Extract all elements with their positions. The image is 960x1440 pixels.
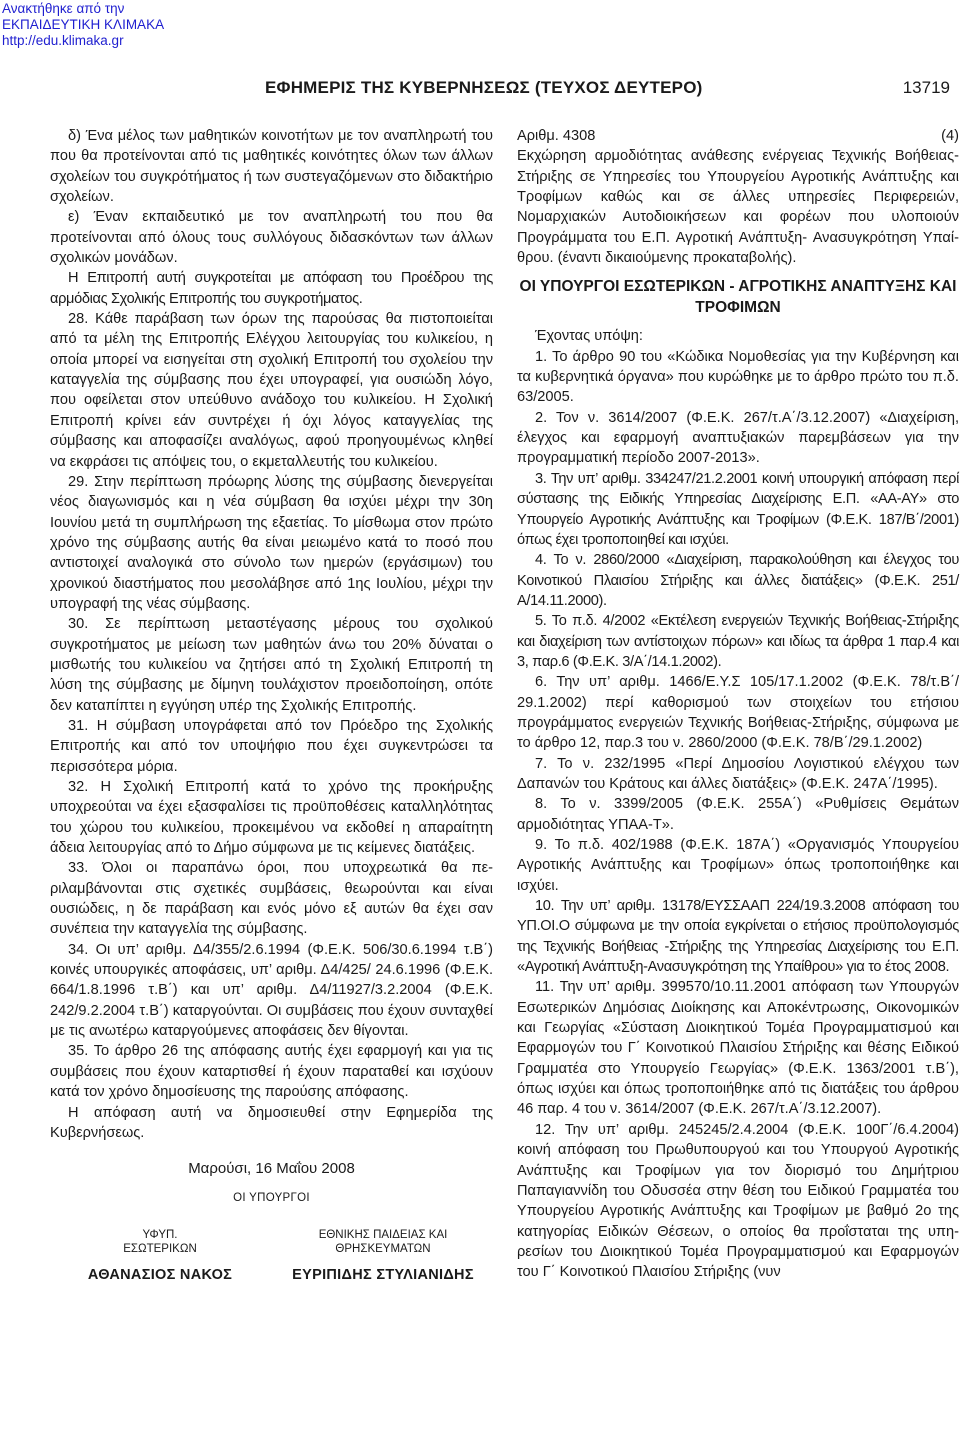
paragraph: 35. Το άρθρο 26 της απόφασης αυτής έχει εφαρμογή και για τις συμβάσεις που έχουν καταρτισθεί ή έχουν παραταθεί και ισχύουν κατά τον χρόνο δημοσίευσης της παρούσης απόφασης. — [50, 1043, 493, 1101]
paragraph: 6. Την υπ’ αριθμ. 1466/Ε.Υ.Σ 105/17.1.2002 (Φ.Ε.Κ. 78/τ.Β΄/ 29.1.2002) περί καθορισμού των στοιχείων του ετήσιου προγράμματος ενεργειών Τεχνικής Βοήθειας-Στήριξης, σύμφωνα με το άρθρο 12, παρ.3 του ν. 2860/2000 (Φ.Ε.Κ. 78/Β΄/29.1.2002) — [517, 674, 959, 752]
paragraph: 31. Η σύμβαση υπογράφεται από τον Πρόεδρο της Σχολικής Επιτροπής και από τον υποψήφιο που έχει συγκεντρώσει τα περισσότερα μόρια. — [50, 717, 493, 775]
signers — [50, 1228, 493, 1282]
watermark — [2, 1, 164, 49]
page-number: 13719 — [902, 78, 950, 97]
paragraph: 5. Το π.δ. 4/2002 «Εκτέλεση ενεργειών Τεχνικής Βοήθειας-Στήριξης και διαχείριση των αντίστοιχων πόρων» και ιδίως τα άρθρα 1 παρ.4 και 3, παρ.6 (Φ.Ε.Κ. 3/Α΄/14.1.2002). — [517, 613, 959, 670]
article-number: Αριθμ. 4308 — [517, 128, 596, 144]
signer-left-title: ΥΦΥΠ. — [142, 1228, 178, 1241]
signer-right-title: ΕΘΝΙΚΗΣ ΠΑΙΔΕΙΑΣ ΚΑΙ — [318, 1228, 448, 1241]
paragraph: 10. Την υπ’ αριθμ. 13178/ΕΥΣΣΑΑΠ 224/19.3.2008 απόφαση του ΥΠ.ΟΙ.Ο σύμφωνα με την οποία εγκρίνεται ο ετήσιος προϋπολογισμός της Τεχνικής Βοήθειας -Στήριξης της Υπηρεσίας Διαχείρισης του Ε.Π. «Αγροτική Ανάπτυξη-Ανασυγκρότηση της Υπαίθρου» για το έτος 2008. — [517, 898, 959, 976]
paragraph: δ) Ένα μέλος των μαθητικών κοινοτήτων με τον αναπληρωτή του που θα προτείνονται από τις μαθητικές κοινότητες όλων των άλλων σχολείων του συγκρότήματος ή των συστεγαζόμενων στο διδακτήριο σχολείων. — [50, 128, 493, 206]
paragraph: 32. Η Σχολική Επιτροπή κατά το χρόνο της προκήρυξης υποχρεούται να έχει εξασφαλίσει τις προϋποθέσεις καταλληλότητας του χώρου του κυλικείου, προκειμένου να εκδοθεί η απαραίτητη άδεια λειτουργίας από το Δήμο σύμφωνα με τις κείμενες διατάξεις. — [50, 779, 493, 857]
paragraph: 30. Σε περίπτωση μεταστέγασης μέρους του σχολικού συγκροτήματος με μείωση των μαθητών άνω του 20% δύναται ο μισθωτής του κυλικείου να ζητήσει από τη Σχολική Επιτροπή τη λύση της σύμβασης με δίμηνη τουλάχιστον προειδοποίηση, οπότε δεν καταπίπτει η εγγύηση υπέρ της Σχολικής Επιτροπής. — [50, 616, 493, 714]
paragraph: 34. Οι υπ’ αριθμ. Δ4/355/2.6.1994 (Φ.Ε.Κ. 506/30.6.1994 τ.Β΄) κοινές υπουργικές αποφάσεις, υπ’ αριθμ. Δ4/425/ 24.6.1996 (Φ.Ε.Κ. 664/1.8.1996 τ.Β΄) και υπ’ αριθμ. Δ4/11927/3.2.2004 (Φ.Ε.Κ. 242/9.2.2004 τ.Β΄) καταργούνται. Οι συμβάσεις που έχουν συνταχθεί με τις ανωτέρω καταργούμενες αποφάσεις δεν θίγονται. — [50, 941, 493, 1040]
paragraph: 33. Όλοι οι παραπάνω όροι, που υποχρεωτικά θα περιλαμβάνονται στις σχετικές συμβάσεις, θεωρούνται και είναι ουσιώδεις, η δε παράβαση και ενός μόνο εξ αυτών θα έχει σαν συνέπεια την καταγγελία της σύμβασης. — [50, 860, 493, 938]
signer-left-name: ΑΘΑΝΑΣΙΟΣ ΝΑΚΟΣ — [87, 1266, 233, 1283]
paragraph: 2. Τον ν. 3614/2007 (Φ.Ε.Κ. 267/τ.Α΄/3.12.2007) «Διαχείριση, έλεγχος και εφαρμογή αναπτυξιακών παρεμβάσεων για την προγραμματική περίοδο 2007-2013». — [517, 409, 959, 467]
paragraph: 4. Το ν. 2860/2000 «Διαχείριση, παρακολούθηση και έλεγχος του Κοινοτικού Πλαισίου Στήριξης και άλλες διατάξεις» (Φ.Ε.Κ. 251/Α/14.11.2000). — [517, 552, 959, 609]
watermark-url[interactable]: http://edu.klimaka.gr — [2, 33, 124, 48]
ministers-heading: ΟΙ ΥΠΟΥΡΓΟΙ ΕΣΩΤΕΡΙΚΩΝ - ΑΓΡΟΤΙΚΗΣ ΑΝΑΠΤΥΞΗΣ ΚΑΙ ΤΡΟΦΙΜΩΝ — [519, 278, 957, 317]
watermark-line-2: ΕΚΠΑΙΔΕΥΤΙΚΗ ΚΛΙΜΑΚΑ — [2, 17, 165, 32]
paragraph: 29. Στην περίπτωση πρόωρης λύσης της σύμβασης διενεργείται νέος διαγωνισμός και η νέα σύμβαση θα ισχύει μέχρι την 30η Ιουνίου μετά τη συμπλήρωση της εξαετίας. Το μίσθωμα στον πρώτο χρόνο της σύμβασης αυτής θα είναι μειωμένο κατά το ποσό που αντιστοιχεί αναλογικά στο σύνολο των ημερών (εργάσιμων) του χρονικού διαστήματος που μεσολάβησε από 1ης Ιουλίου, μέχρι την υπογραφή της νέας σύμβασης. — [50, 473, 493, 612]
paragraph: 3. Την υπ’ αριθμ. 334247/21.2.2001 κοινή υπουργική απόφαση περί σύστασης της Ειδικής Υπηρεσίας Διαχείρισης Ε.Π. «ΑΑ-ΑΥ» στο Υπουργείο Αγροτικής Ανάπτυξης και Τροφίμων (Φ.Ε.Κ. 187/Β΄/2001) όπως έχει τροποποιηθεί και ισχύει. — [517, 470, 959, 548]
article-header — [517, 126, 959, 146]
paragraph: ε) Έναν εκπαιδευτικό με τον αναπληρωτή του που θα προτείνονται από όλους τους συλλόγους διδασκόντων των άλλων σχολικών μονάδων. — [50, 209, 493, 267]
signature-date: Μαρούσι, 16 Μαΐου 2008 — [188, 1160, 355, 1178]
right-column — [517, 126, 959, 1283]
paragraph: Έχοντας υπόψη: — [535, 328, 643, 345]
paragraph: Η Επιτροπή αυτή συγκροτείται με απόφαση του Προέδρου της αρμόδιας Σχολικής Επιτροπής του συγκροτήματος. — [50, 270, 493, 307]
paragraph: Η απόφαση αυτή να δημοσιευθεί στην Εφημερίδα της Κυβερνήσεως. — [50, 1104, 493, 1141]
signature-role: ΟΙ ΥΠΟΥΡΓΟΙ — [233, 1191, 310, 1204]
paragraph: 8. Το ν. 3399/2005 (Φ.Ε.Κ. 255Α΄) «Ρυθμίσεις Θεμάτων αρμοδιότητας ΥΠΑΑ-Τ». — [517, 796, 959, 833]
paragraph: 11. Την υπ’ αριθμ. 399570/10.11.2001 απόφαση των Υπουργών Εσωτερικών Δημόσιας Διοίκησης και Αποκέντρωσης, Οικονομικών και Γεωργίας «Σύσταση Διοικητικού Τομέα Προγραμματισμού και Εφαρμογών του Γ΄ Κοινοτικού Πλαισίου Στήριξης και θέσης Ειδικού Γραμματέα στο Υπουργείο Γεωργίας» (Φ.Ε.Κ. 1363/2001 τ.Β΄), όπως ισχύει και όπως τροποποιήθηκε από τις διατάξεις του άρθρου 46 παρ. 4 του ν. 3614/2007 (Φ.Ε.Κ. 267/τ.Α΄/3.12.2007). — [517, 979, 959, 1118]
article-summary: Εκχώρηση αρμοδιότητας ανάθεσης ενέργειας Τεχνικής Βοήθειας- Στήριξης σε Υπηρεσίες του Υπουργείου Αγροτικής Ανάπτυξης και Τροφίμων καθώς και σε άλλες υπηρεσίες Περιφερειών, Νομαρχιακών Αυτοδιοικήσεων και φορέων που υλοποιούν Προγράμματα του Ε.Π. Αγροτική Ανάπτυξη- Ανασυγκρότηση Υπαίθρου. (έναντι δικαιούμενης προκαταβολής). — [517, 148, 959, 267]
page-header — [0, 78, 960, 104]
signer-right — [273, 1228, 493, 1282]
paragraph: 9. Το π.δ. 402/1988 (Φ.Ε.Κ. 187Α΄) «Οργανισμός Υπουργείου Αγροτικής Ανάπτυξης και Τροφίμων» όπως τροποποιήθηκε και ισχύει. — [517, 837, 959, 894]
signer-right-name: ΕΥΡΙΠΙΔΗΣ ΣΤΥΛΙΑΝΙΔΗΣ — [292, 1266, 474, 1283]
paragraph: 1. Το άρθρο 90 του «Κώδικα Νομοθεσίας για την Κυβέρνηση και τα κυβερνητικά όργανα» που κυρώθηκε με το άρθρο πρώτο του π.δ. 63/2005. — [517, 348, 959, 406]
paragraph: 28. Κάθε παράβαση των όρων της παρούσας θα πιστοποιείται από τα μέλη της Επιτροπής Ελέγχου λειτουργίας του κυλικείου, η οποία μπορεί να εισηγείται στη σχολική Επιτροπή του σχολείου την καταγγελία της σύμβασης που έχει υπογραφεί, για ουσιώδη λόγο, που οφείλεται στον υπεύθυνο ανάδοχο του κυλικείου. Η Σχολική Επιτροπή κρίνει εάν συντρέχει ή όχι λόγος καταγγελίας της σύμβασης και αποφασίζει αναλόγως, αφού προηγουμένως κληθεί να εκφράσει τις απόψεις του, ο εκμεταλλευτής του κυλικείου. — [50, 311, 493, 470]
left-column — [50, 126, 493, 1282]
paragraph: 7. Το ν. 232/1995 «Περί Δημοσίου Λογιστικού ελέγχου των Δαπανών του Κράτους και άλλες διατάξεις» (Φ.Ε.Κ. 247Α΄/1995). — [517, 755, 959, 792]
watermark-line-1: Ανακτήθηκε από την — [2, 1, 125, 16]
signer-left — [50, 1228, 270, 1282]
signer-left-title: ΕΣΩΤΕΡΙΚΩΝ — [123, 1242, 197, 1255]
signer-right-title: ΘΡΗΣΚΕΥΜΑΤΩΝ — [335, 1242, 431, 1255]
paragraph: 12. Την υπ’ αριθμ. 245245/2.4.2004 (Φ.Ε.Κ. 100Γ΄/6.4.2004) κοινή απόφαση του Πρωθυπουργού και του Υπουργού Αγροτικής Ανάπτυξης και Τροφίμων για τον διορισμό του Δημήτριου Παπαγιαννίδη του Οδυσσέα στην θέση του Ειδικού Γραμματέα του Υπουργείου Αγροτικής Ανάπτυξης και Τροφίμων με βαθμό 2ο της κατηγορίας Ειδικών Θέσεων, ο οποίος θα προΐσταται της υπηρεσίων του Διοικητικού Τομέα Προγραμματισμού και Εφαρμογών του Γ΄ Κοινοτικού Πλαισίου Στήριξης (νυν — [517, 1121, 959, 1281]
article-tag: (4) — [941, 128, 959, 144]
gazette-title: ΕΦΗΜΕΡΙΣ ΤΗΣ ΚΥΒΕΡΝΗΣΕΩΣ (ΤΕΥΧΟΣ ΔΕΥΤΕΡΟ) — [265, 78, 703, 97]
